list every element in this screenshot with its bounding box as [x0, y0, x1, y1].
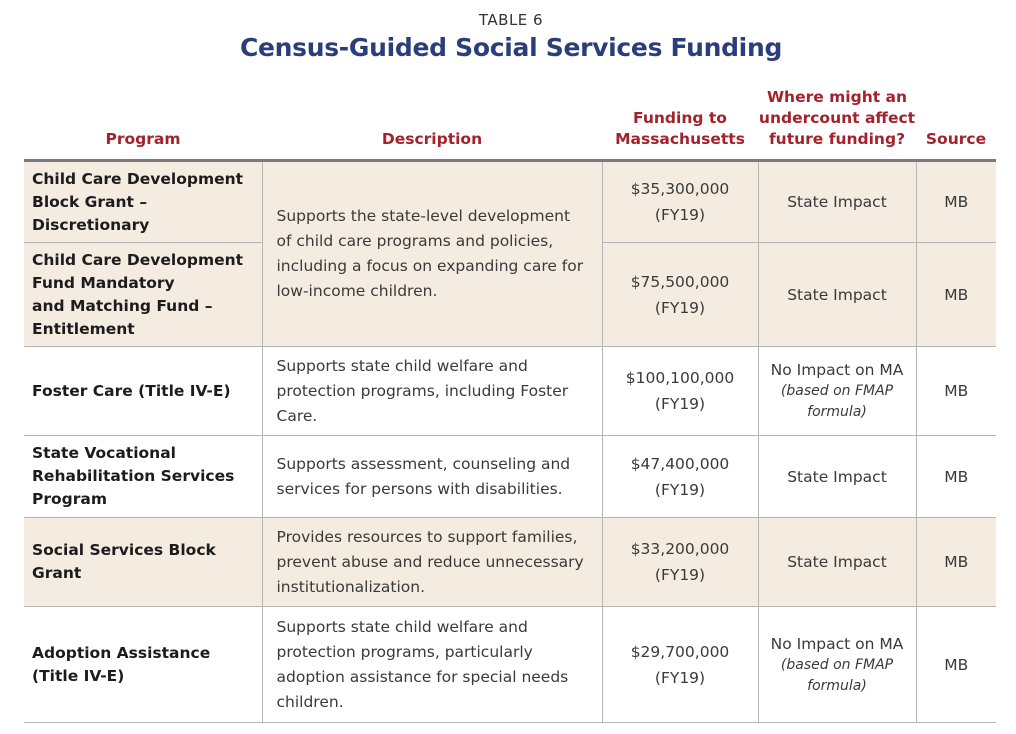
header-program: Program	[105, 130, 181, 148]
description-line: Supports assessment, counseling and	[276, 454, 571, 473]
impact-text: State Impact	[787, 285, 887, 304]
impact-cell	[758, 161, 916, 243]
funding-amount: $47,400,000	[630, 454, 730, 473]
description-line: services for persons with disabilities.	[276, 479, 563, 498]
description-line: protection programs, particularly	[276, 642, 533, 661]
program-cell	[24, 607, 262, 723]
description-line: institutionalization.	[276, 577, 426, 596]
impact-text: State Impact	[787, 553, 887, 571]
program-cell	[24, 161, 262, 243]
program-line: State Vocational	[32, 444, 176, 462]
source-cell: MB	[916, 243, 996, 347]
description-line: prevent abuse and reduce unnecessary	[276, 552, 584, 571]
description-line: adoption assistance for special needs	[276, 667, 569, 686]
table-label: TABLE 6	[478, 11, 544, 29]
impact-text: No Impact on MA	[770, 361, 904, 379]
program-line: Adoption Assistance	[32, 643, 211, 662]
funding-period: (FY19)	[654, 395, 706, 413]
program-line: Social Services Block	[32, 541, 216, 559]
impact-cell	[758, 607, 916, 723]
funding-cell	[602, 518, 758, 607]
funding-period: (FY19)	[654, 206, 706, 224]
header-funding-line: Funding to	[633, 109, 727, 127]
header-funding-line: Massachusetts	[615, 130, 745, 148]
header-description: Description	[381, 130, 483, 148]
funding-period: (FY19)	[654, 480, 706, 499]
source-cell: MB	[916, 347, 996, 436]
table-row	[24, 607, 996, 723]
impact-text: No Impact on MA	[770, 634, 904, 653]
source-cell: MB	[916, 607, 996, 723]
impact-note: (based on FMAP	[780, 656, 894, 673]
program-cell	[24, 347, 262, 436]
program-line: Grant	[32, 564, 82, 582]
description-cell	[262, 161, 602, 347]
program-cell	[24, 436, 262, 518]
source-cell: MB	[916, 518, 996, 607]
program-line: Entitlement	[32, 319, 135, 338]
program-line: Fund Mandatory	[32, 273, 175, 292]
program-line: Program	[32, 490, 108, 508]
description-cell	[262, 347, 602, 436]
funding-period: (FY19)	[654, 298, 706, 317]
program-line: and Matching Fund –	[32, 296, 213, 315]
description-line: of child care programs and policies,	[276, 232, 554, 250]
impact-note: formula)	[807, 677, 867, 694]
description-cell	[262, 518, 602, 607]
program-line: Child Care Development	[32, 169, 244, 188]
funding-amount: $29,700,000	[630, 642, 730, 661]
funding-table	[24, 159, 996, 723]
impact-note: (based on FMAP	[780, 383, 894, 399]
funding-amount: $33,200,000	[630, 540, 730, 558]
impact-note: formula)	[807, 404, 867, 420]
header-impact-line: Where might an	[766, 88, 908, 106]
program-line: Foster Care (Title IV-E)	[32, 381, 231, 400]
description-line: Care.	[276, 406, 318, 425]
table-row	[24, 161, 996, 243]
funding-amount: $75,500,000	[630, 272, 730, 291]
funding-cell	[602, 436, 758, 518]
program-line: (Title IV-E)	[32, 666, 125, 685]
impact-text: State Impact	[787, 193, 887, 211]
header-source: Source	[925, 130, 987, 148]
program-line: Block Grant –	[32, 192, 148, 211]
table-row	[24, 436, 996, 518]
impact-cell	[758, 518, 916, 607]
header-funding	[602, 108, 758, 150]
impact-text: State Impact	[787, 467, 887, 486]
source-cell: MB	[916, 436, 996, 518]
description-line: low-income children.	[276, 282, 438, 300]
program-cell	[24, 243, 262, 347]
description-cell	[262, 607, 602, 723]
description-line: including a focus on expanding care for	[276, 257, 584, 275]
funding-amount: $100,100,000	[625, 369, 735, 387]
description-line: Supports state child welfare and	[276, 356, 528, 375]
description-line: protection programs, including Foster	[276, 381, 569, 400]
impact-cell	[758, 436, 916, 518]
program-cell	[24, 518, 262, 607]
program-line: Rehabilitation Services	[32, 467, 235, 485]
header-impact-line: undercount affect	[758, 109, 916, 127]
table-row	[24, 347, 996, 436]
impact-cell	[758, 243, 916, 347]
funding-cell	[602, 243, 758, 347]
funding-cell	[602, 607, 758, 723]
program-line: Discretionary	[32, 215, 150, 234]
description-line: Provides resources to support families,	[276, 527, 578, 546]
page-title: Census-Guided Social Services Funding	[239, 33, 783, 62]
source-cell: MB	[916, 161, 996, 243]
description-line: Supports the state-level development	[276, 207, 571, 225]
funding-cell	[602, 161, 758, 243]
table-row	[24, 518, 996, 607]
description-line: Supports state child welfare and	[276, 617, 528, 636]
impact-cell	[758, 347, 916, 436]
program-line: Child Care Development	[32, 250, 244, 269]
header-impact-line: future funding?	[768, 130, 906, 148]
funding-cell	[602, 347, 758, 436]
funding-amount: $35,300,000	[630, 180, 730, 198]
description-line: children.	[276, 692, 344, 711]
funding-period: (FY19)	[654, 668, 706, 687]
description-cell	[262, 436, 602, 518]
header-impact	[758, 87, 916, 150]
funding-period: (FY19)	[654, 566, 706, 584]
